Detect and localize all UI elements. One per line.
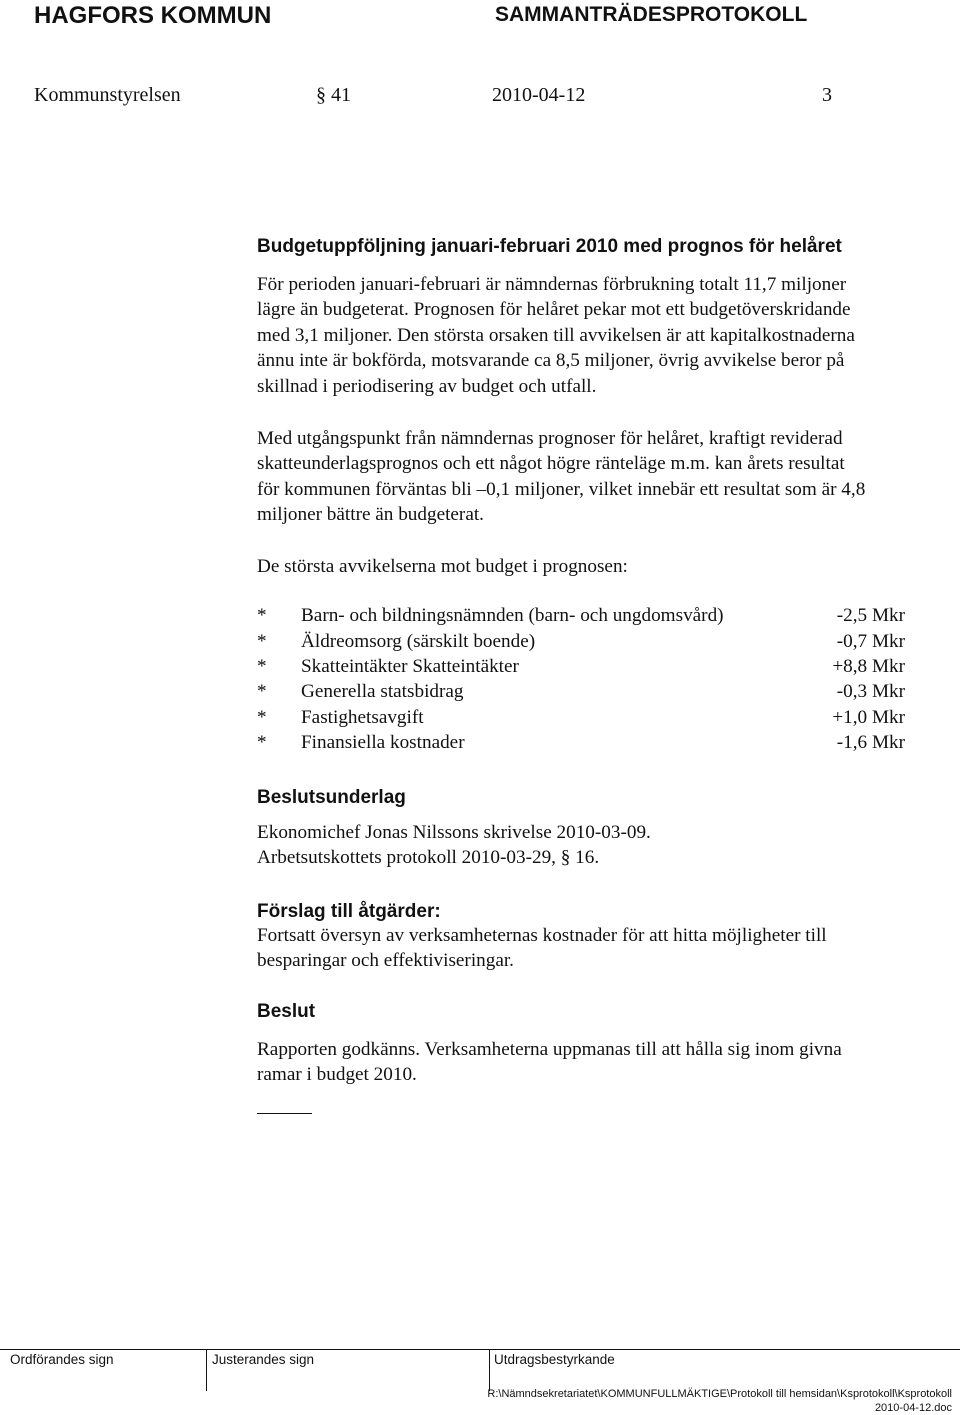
text-line: för kommunen förväntas bli –0,1 miljoner, vilket innebär ett resultat som är 4,8 — [257, 478, 866, 500]
deviation-row — [257, 707, 907, 732]
beslut-heading: Beslut — [257, 1001, 316, 1022]
deviation-row — [257, 605, 907, 630]
text-line: För perioden januari-februari är nämndernas förbrukning totalt 11,7 miljoner — [257, 274, 847, 295]
deviation-amount: -0,7 Mkr — [836, 631, 905, 652]
deviation-row — [257, 732, 907, 757]
text-line: Med utgångspunkt från nämndernas prognoser för helåret, kraftigt reviderad — [257, 428, 843, 449]
text-line: Fortsatt översyn av verksamheternas kostnader för att hitta möjligheter till — [257, 925, 827, 946]
text-line: skillnad i periodisering av budget och utfall. — [257, 375, 597, 397]
file-path-line: R:\Nämndsekretariatet\KOMMUNFULLMÄKTIGE\Protokoll till hemsidan\Ksprotokoll\Ksprotokoll — [487, 1388, 952, 1400]
text-line: Rapporten godkänns. Verksamheterna uppmanas till att hålla sig inom givna — [257, 1039, 842, 1060]
section-title: Budgetuppföljning januari-februari 2010 med prognos för helåret — [257, 236, 842, 257]
text-line: miljoner bättre än budgeterat. — [257, 504, 484, 526]
text-line: lägre än budgeterat. Prognosen för helåret pekar mot ett budgetöverskridande — [257, 299, 851, 321]
deviation-label: Äldreomsorg (särskilt boende) — [301, 631, 536, 652]
footer-column-divider — [206, 1349, 207, 1391]
end-rule — [257, 1113, 312, 1114]
text-line: ännu inte är bokförda, motsvarande ca 8,5 miljoner, övrig avvikelse beror på — [257, 350, 845, 372]
beslutsunderlag-body — [257, 820, 957, 871]
document-type: SAMMANTRÄDESPROTOKOLL — [495, 3, 808, 26]
bullet: * — [257, 605, 267, 626]
chair-signature-label: Ordförandes sign — [10, 1352, 114, 1367]
deviation-label: Fastighetsavgift — [301, 707, 424, 728]
deviation-label: Finansiella kostnader — [301, 732, 465, 753]
bullet: * — [257, 681, 267, 702]
text-line: med 3,1 miljoner. Den största orsaken till avvikelsen är att kapitalkostnaderna — [257, 324, 855, 346]
beslutsunderlag-heading: Beslutsunderlag — [257, 787, 406, 808]
org-name: HAGFORS KOMMUN — [34, 2, 272, 29]
extract-certifier-label: Utdragsbestyrkande — [494, 1352, 615, 1367]
forslag-body — [257, 923, 957, 974]
section-number: § 41 — [316, 84, 351, 106]
deviations-intro: De största avvikelserna mot budget i prognosen: — [257, 556, 628, 577]
deviation-label: Barn- och bildningsnämnden (barn- och ungdomsvård) — [301, 605, 724, 626]
deviation-amount: +8,8 Mkr — [832, 656, 905, 677]
deviation-row — [257, 681, 907, 706]
deviation-label: Generella statsbidrag — [301, 681, 464, 702]
deviation-amount: +1,0 Mkr — [832, 707, 905, 728]
paragraph-forecast — [257, 426, 957, 528]
text-line: Ekonomichef Jonas Nilssons skrivelse 2010-03-09. — [257, 822, 651, 843]
footer-column-divider — [489, 1349, 490, 1391]
committee-name: Kommunstyrelsen — [34, 84, 181, 106]
bullet: * — [257, 656, 267, 677]
deviation-row — [257, 631, 907, 656]
text-line: ramar i budget 2010. — [257, 1064, 417, 1086]
beslut-body — [257, 1037, 957, 1088]
bullet: * — [257, 631, 267, 652]
text-line: Arbetsutskottets protokoll 2010-03-29, § 16. — [257, 847, 600, 869]
file-path-line: 2010-04-12.doc — [874, 1402, 952, 1414]
deviation-amount: -2,5 Mkr — [836, 605, 905, 626]
page-number: 3 — [822, 84, 832, 106]
bullet: * — [257, 732, 267, 753]
text-line: besparingar och effektiviseringar. — [257, 950, 514, 972]
forslag-heading: Förslag till åtgärder: — [257, 901, 441, 922]
text-line: skatteunderlagsprognos och ett något högre ränteläge m.m. kan årets resultat — [257, 453, 845, 475]
deviation-amount: -1,6 Mkr — [836, 732, 905, 753]
paragraph-summary — [257, 272, 957, 399]
bullet: * — [257, 707, 267, 728]
deviation-label: Skatteintäkter Skatteintäkter — [301, 656, 519, 677]
deviation-row — [257, 656, 907, 681]
meeting-date: 2010-04-12 — [492, 84, 586, 106]
deviation-amount: -0,3 Mkr — [836, 681, 905, 702]
footer-divider — [0, 1349, 960, 1350]
adjuster-signature-label: Justerandes sign — [212, 1352, 315, 1367]
file-path — [487, 1387, 952, 1415]
